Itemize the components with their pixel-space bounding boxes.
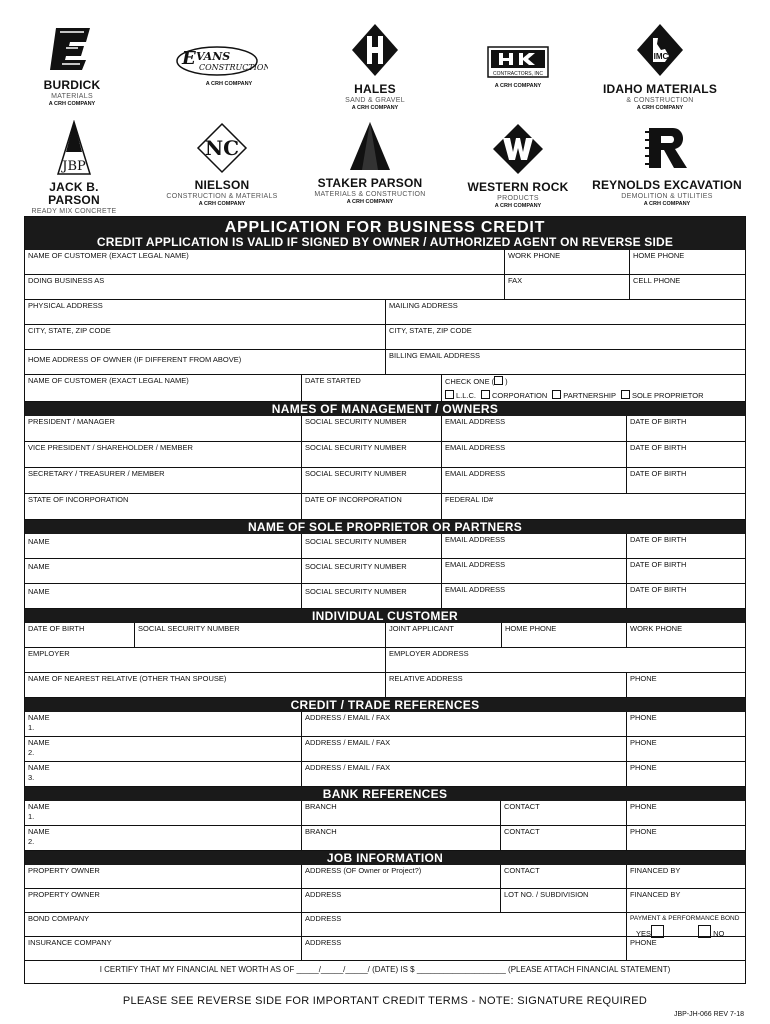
field-phone[interactable] <box>626 937 747 960</box>
credit-application-form <box>24 216 746 984</box>
field-state-of-incorporation[interactable] <box>25 494 301 519</box>
field-name-of-customer-exact-legal-name[interactable] <box>25 250 504 274</box>
field-label: NAME OF NEAREST RELATIVE (OTHER THAN SPOUSE) <box>28 674 227 683</box>
field-phone[interactable] <box>626 801 747 825</box>
field-branch[interactable] <box>301 826 500 850</box>
field-email-address[interactable] <box>441 559 626 583</box>
field-address-email-fax[interactable] <box>301 762 626 786</box>
field-label: PHONE <box>630 802 657 811</box>
logo-name: HALES <box>354 82 396 96</box>
logo-crh: A CRH COMPANY <box>351 105 399 111</box>
field-label: WORK PHONE <box>630 624 683 633</box>
form-row <box>25 250 745 275</box>
form-title-bar <box>25 217 745 250</box>
field-social-security-number[interactable] <box>301 442 441 467</box>
hales-logo-icon <box>350 22 400 78</box>
field-label: ADDRESS <box>305 890 342 899</box>
svg-text:JBP: JBP <box>62 159 86 174</box>
field-property-owner[interactable] <box>25 889 301 912</box>
nielson-logo-icon <box>196 122 248 174</box>
option-label: PARTNERSHIP <box>563 391 616 400</box>
form-row <box>25 325 745 350</box>
footer-notice: PLEASE SEE REVERSE SIDE FOR IMPORTANT CREDIT TERMS - NOTE: SIGNATURE REQUIRED <box>122 995 648 1007</box>
field-social-security-number[interactable] <box>301 416 441 441</box>
field-label: PROPERTY OWNER <box>28 890 100 899</box>
field-label: FINANCED BY <box>630 890 681 899</box>
form-row <box>25 648 745 673</box>
field-label: DATE OF BIRTH <box>28 624 85 633</box>
yes-label: YES <box>636 929 652 938</box>
field-label: HOME ADDRESS OF OWNER (IF DIFFERENT FROM ABOVE) <box>28 355 242 364</box>
field-financed-by[interactable] <box>626 889 747 912</box>
logo-sub: MATERIALS & CONSTRUCTION <box>314 191 426 198</box>
field-employer[interactable] <box>25 648 385 672</box>
checkbox-icon <box>494 376 503 385</box>
logo-idaho <box>600 22 720 112</box>
field-work-phone[interactable] <box>626 623 747 647</box>
reynolds-logo-icon <box>641 122 693 174</box>
burdick-logo-icon <box>46 22 98 74</box>
no-label: NO <box>713 929 725 938</box>
field-label: PHONE <box>630 827 657 836</box>
field-name[interactable] <box>25 559 301 583</box>
field-label: MAILING ADDRESS <box>389 301 458 310</box>
form-row <box>25 737 745 762</box>
logo-sub: PRODUCTS <box>497 195 539 202</box>
field-label: BILLING EMAIL ADDRESS <box>389 351 481 360</box>
field-phone[interactable] <box>626 737 747 761</box>
jbp-logo-icon <box>54 120 94 176</box>
field-name[interactable] <box>25 762 301 786</box>
form-row <box>25 468 745 494</box>
logo-staker-parson <box>310 120 430 206</box>
field-social-security-number[interactable] <box>134 623 385 647</box>
field-email-address[interactable] <box>441 416 626 441</box>
logo-jack-b-parson <box>22 120 126 223</box>
field-contact[interactable] <box>500 801 626 825</box>
field-cell-phone[interactable] <box>629 275 747 299</box>
logo-name: WESTERN ROCK <box>467 180 569 194</box>
form-row <box>25 416 745 442</box>
field-label: NAME <box>28 713 50 722</box>
field-address-email-fax[interactable] <box>301 712 626 736</box>
logo-sub: MATERIALS <box>51 93 93 100</box>
logo-nielson <box>162 122 282 208</box>
field-label: NAME <box>28 587 50 596</box>
field-label: FAX <box>508 276 523 285</box>
form-row <box>25 937 745 961</box>
field-label: BRANCH <box>305 802 337 811</box>
field-label: DATE OF BIRTH <box>630 469 687 478</box>
field-label: DATE OF BIRTH <box>630 585 687 594</box>
field-date-of-birth[interactable] <box>25 623 134 647</box>
field-name[interactable] <box>25 826 301 850</box>
field-label: EMAIL ADDRESS <box>445 535 506 544</box>
field-label: DOING BUSINESS AS <box>28 276 105 285</box>
field-joint-applicant[interactable] <box>385 623 501 647</box>
field-name-of-nearest-relative-other-than-spouse[interactable] <box>25 673 385 697</box>
field-work-phone[interactable] <box>504 250 629 274</box>
logo-sub: & CONSTRUCTION <box>626 97 694 104</box>
field-city-state-zip-code[interactable] <box>385 325 747 349</box>
net-worth-certification: I CERTIFY THAT MY FINANCIAL NET WORTH AS OF _____/_____/_____/ (DATE) IS $ ____________________ (PLEASE ATTACH FINANCIAL STATEMENT) <box>99 965 671 974</box>
form-row <box>25 442 745 468</box>
field-vice-president-shareholder-member[interactable] <box>25 442 301 467</box>
field-address-of-owner-or-project[interactable] <box>301 865 500 888</box>
field-address-email-fax[interactable] <box>301 737 626 761</box>
field-date-of-birth[interactable] <box>626 534 747 558</box>
form-row <box>25 865 745 889</box>
field-label: BRANCH <box>305 827 337 836</box>
field-label: PHONE <box>630 738 657 747</box>
form-row <box>25 913 745 937</box>
form-row <box>25 559 745 584</box>
field-label: RELATIVE ADDRESS <box>389 674 463 683</box>
logo-sub: CONSTRUCTION & MATERIALS <box>166 193 278 200</box>
field-label: PAYMENT & PERFORMANCE BOND <box>630 915 740 922</box>
form-row <box>25 826 745 851</box>
field-label: HOME PHONE <box>633 251 685 260</box>
field-label: NAME OF CUSTOMER (EXACT LEGAL NAME) <box>28 376 189 385</box>
field-phone[interactable] <box>626 673 747 697</box>
field-property-owner[interactable] <box>25 865 301 888</box>
field-label: SOCIAL SECURITY NUMBER <box>138 624 240 633</box>
field-label: CELL PHONE <box>633 276 681 285</box>
field-label: PHONE <box>630 674 657 683</box>
form-row <box>25 534 745 559</box>
form-row <box>25 889 745 913</box>
field-label: DATE OF INCORPORATION <box>305 495 402 504</box>
field-name[interactable] <box>25 534 301 558</box>
field-label: PROPERTY OWNER <box>28 866 100 875</box>
field-financed-by[interactable] <box>626 865 747 888</box>
check-one-label: CHECK ONE ( <box>445 377 495 386</box>
field-date-of-birth[interactable] <box>626 584 747 608</box>
field-label: ADDRESS / EMAIL / FAX <box>305 763 391 772</box>
logo-hales <box>320 22 430 112</box>
field-label: SOCIAL SECURITY NUMBER <box>305 562 407 571</box>
field-label: DATE STARTED <box>305 376 361 385</box>
field-employer-address[interactable] <box>385 648 747 672</box>
field-city-state-zip-code[interactable] <box>25 325 385 349</box>
field-address[interactable] <box>301 889 500 912</box>
field-president-manager[interactable] <box>25 416 301 441</box>
evans-logo-icon <box>172 44 268 78</box>
section-header-bank-references: BANK REFERENCES <box>25 787 745 801</box>
field-date-of-incorporation[interactable] <box>301 494 441 519</box>
field-label: NAME <box>28 537 50 546</box>
field-social-security-number[interactable] <box>301 468 441 493</box>
field-branch[interactable] <box>301 801 500 825</box>
field-email-address[interactable] <box>441 534 626 558</box>
svg-text:CONTRACTORS, INC: CONTRACTORS, INC <box>493 71 543 77</box>
hk-logo-icon <box>487 46 549 78</box>
field-date-of-birth[interactable] <box>626 416 747 441</box>
logo-name: REYNOLDS EXCAVATION <box>592 178 742 192</box>
logo-name: JACK B. PARSON <box>48 180 100 207</box>
field-email-address[interactable] <box>441 584 626 608</box>
field-label: ADDRESS / EMAIL / FAX <box>305 738 391 747</box>
section-header-job-information: JOB INFORMATION <box>25 851 745 865</box>
checkbox-icon[interactable] <box>552 390 561 399</box>
field-label: CONTACT <box>504 802 540 811</box>
field-label: EMPLOYER ADDRESS <box>389 649 469 658</box>
option-label: L.L.C. <box>456 391 477 400</box>
field-label: ADDRESS <box>305 938 342 947</box>
field-contact[interactable] <box>500 865 626 888</box>
svg-text:VANS: VANS <box>196 50 231 63</box>
field-label: NAME <box>28 738 50 747</box>
field-phone[interactable] <box>626 826 747 850</box>
field-label: FINANCED BY <box>630 866 681 875</box>
form-row <box>25 584 745 609</box>
field-label: ADDRESS / EMAIL / FAX <box>305 713 391 722</box>
field-fax[interactable] <box>504 275 629 299</box>
logo-crh: A CRH COMPANY <box>48 101 96 107</box>
field-label: WORK PHONE <box>508 251 561 260</box>
logo-crh: A CRH COMPANY <box>494 203 542 209</box>
field-date-of-birth[interactable] <box>626 468 747 493</box>
field-label: EMAIL ADDRESS <box>445 443 506 452</box>
field-date-started[interactable] <box>301 375 441 401</box>
field-relative-address[interactable] <box>385 673 626 697</box>
option-label: CORPORATION <box>492 391 548 400</box>
field-label: BOND COMPANY <box>28 914 90 923</box>
form-row <box>25 375 745 402</box>
reference-number: 2. <box>28 837 35 846</box>
field-label: SOCIAL SECURITY NUMBER <box>305 443 407 452</box>
logo-crh: A CRH COMPANY <box>205 81 253 87</box>
field-label: PHONE <box>630 713 657 722</box>
reference-number: 2. <box>28 748 35 757</box>
svg-text:CONSTRUCTION: CONSTRUCTION <box>199 63 268 72</box>
form-row <box>25 801 745 826</box>
field-label: SOCIAL SECURITY NUMBER <box>305 417 407 426</box>
field-label: SECRETARY / TREASURER / MEMBER <box>28 469 165 478</box>
field-label: SOCIAL SECURITY NUMBER <box>305 587 407 596</box>
logo-crh: A CRH COMPANY <box>636 105 684 111</box>
form-subtitle: CREDIT APPLICATION IS VALID IF SIGNED BY OWNER / AUTHORIZED AGENT ON REVERSE SIDE <box>96 235 674 249</box>
field-billing-email-address[interactable] <box>385 350 747 374</box>
form-row <box>25 350 745 375</box>
form-row <box>25 762 745 787</box>
field-label: NAME <box>28 763 50 772</box>
field-phone[interactable] <box>626 762 747 786</box>
field-email-address[interactable] <box>441 468 626 493</box>
field-home-phone[interactable] <box>501 623 626 647</box>
field-label: HOME PHONE <box>505 624 557 633</box>
field-label: CONTACT <box>504 866 540 875</box>
field-address[interactable] <box>301 937 626 960</box>
section-header-credit-trade-references: CREDIT / TRADE REFERENCES <box>25 698 745 712</box>
field-label: PRESIDENT / MANAGER <box>28 417 115 426</box>
field-label: NAME <box>28 802 50 811</box>
logo-crh: A CRH COMPANY <box>346 199 394 205</box>
field-label: EMPLOYER <box>28 649 70 658</box>
field-name[interactable] <box>25 584 301 608</box>
field-phone[interactable] <box>626 712 747 736</box>
field-email-address[interactable] <box>441 442 626 467</box>
field-label: EMAIL ADDRESS <box>445 469 506 478</box>
field-label: DATE OF BIRTH <box>630 560 687 569</box>
staker-parson-logo-icon <box>348 120 392 172</box>
field-label: FEDERAL ID# <box>445 495 494 504</box>
form-row <box>25 623 745 648</box>
svg-text:E: E <box>182 48 196 69</box>
svg-text:IMC: IMC <box>653 52 669 61</box>
idaho-logo-icon <box>635 22 685 78</box>
form-rows <box>25 250 745 983</box>
field-label: CITY, STATE, ZIP CODE <box>28 326 111 335</box>
field-contact[interactable] <box>500 826 626 850</box>
section-header-individual-customer: INDIVIDUAL CUSTOMER <box>25 609 745 623</box>
checkbox-icon[interactable] <box>481 390 490 399</box>
reference-number: 1. <box>28 723 35 732</box>
logo-evans <box>172 44 268 88</box>
logo-sub: DEMOLITION & UTILITIES <box>621 193 713 200</box>
field-label: DATE OF BIRTH <box>630 535 687 544</box>
field-label: CHECK ONE ( ) <box>445 377 508 386</box>
section-header-names-of-management-owners: NAMES OF MANAGEMENT / OWNERS <box>25 402 745 416</box>
field-label: NAME OF CUSTOMER (EXACT LEGAL NAME) <box>28 251 189 260</box>
field-bond-company[interactable] <box>25 913 301 936</box>
field-doing-business-as[interactable] <box>25 275 504 299</box>
form-row <box>25 712 745 737</box>
svg-text:NC: NC <box>204 136 240 160</box>
logo-crh: A CRH COMPANY <box>198 201 246 207</box>
field-date-of-birth[interactable] <box>626 442 747 467</box>
field-label: EMAIL ADDRESS <box>445 560 506 569</box>
logo-sub: READY MIX CONCRETE <box>31 208 117 215</box>
option-sole-proprietor[interactable] <box>621 391 704 400</box>
western-rock-logo-icon <box>491 122 545 176</box>
field-label: DATE OF BIRTH <box>630 417 687 426</box>
logo-name: STAKER PARSON <box>317 176 423 190</box>
field-label: ADDRESS (OF Owner or Project?) <box>305 866 422 875</box>
field-address[interactable] <box>301 913 626 936</box>
field-home-phone[interactable] <box>629 250 747 274</box>
field-mailing-address[interactable] <box>385 300 747 324</box>
checkbox-icon[interactable] <box>621 390 630 399</box>
field-name[interactable] <box>25 712 301 736</box>
field-check-one[interactable] <box>441 375 747 401</box>
field-label: JOINT APPLICANT <box>389 624 454 633</box>
field-social-security-number[interactable] <box>301 534 441 558</box>
field-date-of-birth[interactable] <box>626 559 747 583</box>
logo-sub: SAND & GRAVEL <box>345 97 405 104</box>
field-label: SOCIAL SECURITY NUMBER <box>305 537 407 546</box>
option-l-l-c[interactable] <box>445 391 476 400</box>
field-label: CITY, STATE, ZIP CODE <box>389 326 472 335</box>
field-social-security-number[interactable] <box>301 559 441 583</box>
section-header-name-of-sole-proprietor-or-partners: NAME OF SOLE PROPRIETOR OR PARTNERS <box>25 520 745 534</box>
field-label: STATE OF INCORPORATION <box>28 495 129 504</box>
field-name[interactable] <box>25 737 301 761</box>
field-label: EMAIL ADDRESS <box>445 417 506 426</box>
option-corporation[interactable] <box>481 391 547 400</box>
logo-burdick <box>22 22 122 108</box>
field-label: CONTACT <box>504 827 540 836</box>
form-row <box>25 494 745 520</box>
field-label: SOCIAL SECURITY NUMBER <box>305 469 407 478</box>
logo-reynolds <box>592 122 742 208</box>
field-label: DATE OF BIRTH <box>630 443 687 452</box>
field-lot-no-subdivision[interactable] <box>500 889 626 912</box>
field-label: PHYSICAL ADDRESS <box>28 301 103 310</box>
field-insurance-company[interactable] <box>25 937 301 960</box>
field-label: ADDRESS <box>305 914 342 923</box>
field-label: INSURANCE COMPANY <box>28 938 112 947</box>
logo-name: BURDICK <box>43 78 101 92</box>
logo-name: NIELSON <box>194 178 250 192</box>
field-label: NAME <box>28 827 50 836</box>
field-physical-address[interactable] <box>25 300 385 324</box>
field-name-of-customer-exact-legal-name[interactable] <box>25 375 301 401</box>
field-label: LOT NO. / SUBDIVISION <box>504 890 589 899</box>
field-name[interactable] <box>25 801 301 825</box>
form-row <box>25 300 745 325</box>
form-row <box>25 673 745 698</box>
logo-hk <box>482 46 554 90</box>
reference-number: 3. <box>28 773 35 782</box>
form-row <box>25 275 745 300</box>
entity-type-options <box>445 390 744 401</box>
field-payment-performance-bond[interactable] <box>626 913 747 936</box>
field-secretary-treasurer-member[interactable] <box>25 468 301 493</box>
reference-number: 1. <box>28 812 35 821</box>
checkbox-icon[interactable] <box>445 390 454 399</box>
logo-name: IDAHO MATERIALS <box>602 82 718 96</box>
field-home-address-of-owner-if-different-from-above[interactable] <box>25 350 385 374</box>
field-label: VICE PRESIDENT / SHAREHOLDER / MEMBER <box>28 443 193 452</box>
field-federal-id[interactable] <box>441 494 747 519</box>
field-social-security-number[interactable] <box>301 584 441 608</box>
field-label: NAME <box>28 562 50 571</box>
field-label: PHONE <box>630 938 657 947</box>
option-partnership[interactable] <box>552 391 616 400</box>
option-label: SOLE PROPRIETOR <box>631 391 704 400</box>
revision-code: JBP-JH-066 REV 7-18 <box>673 1011 744 1018</box>
logo-crh: A CRH COMPANY <box>494 83 542 89</box>
field-label: PHONE <box>630 763 657 772</box>
form-title: APPLICATION FOR BUSINESS CREDIT <box>224 219 546 236</box>
field-label: EMAIL ADDRESS <box>445 585 506 594</box>
logo-crh: A CRH COMPANY <box>643 201 691 207</box>
logo-western-rock <box>462 122 574 210</box>
